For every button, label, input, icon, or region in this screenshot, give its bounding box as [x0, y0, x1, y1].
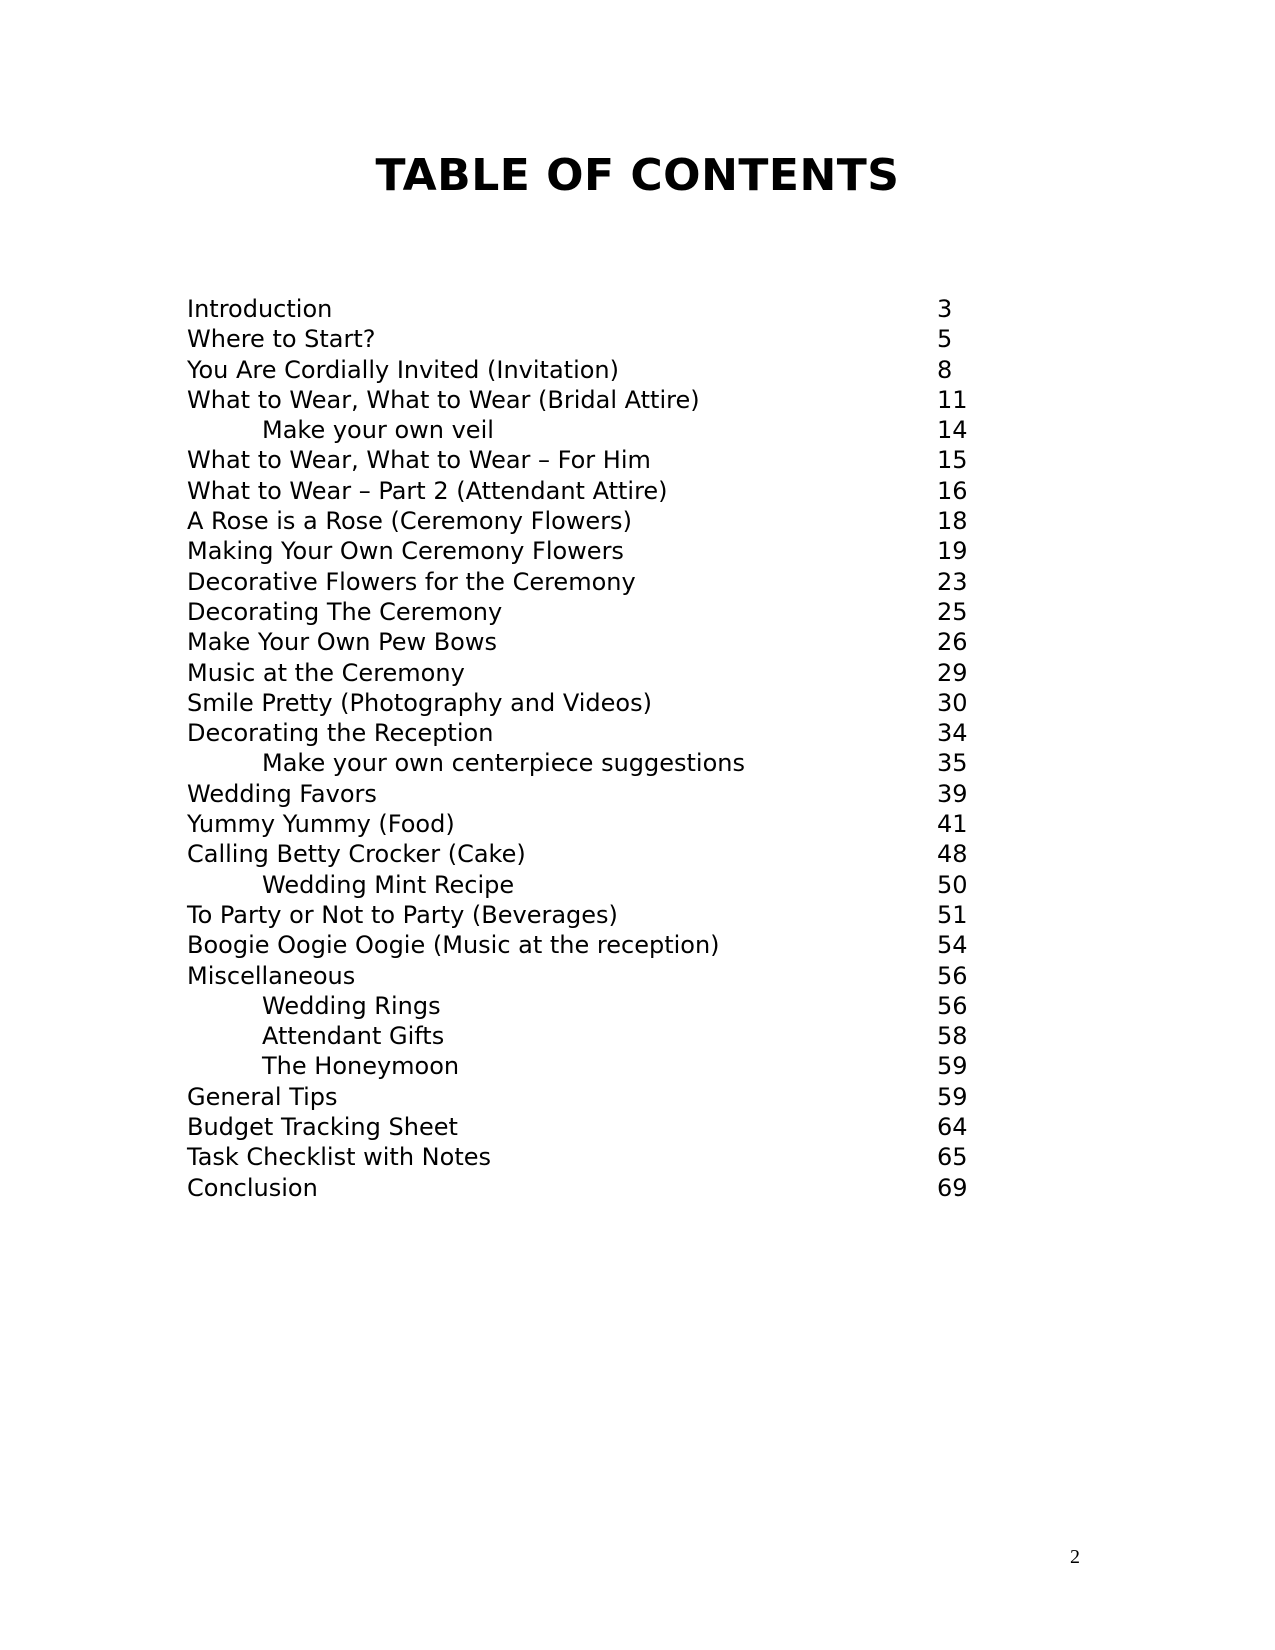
- toc-entry-title: Decorating The Ceremony: [187, 597, 503, 626]
- toc-entry: [187, 1112, 987, 1142]
- toc-entry-page: 25: [937, 597, 968, 626]
- toc-entry: [187, 294, 987, 324]
- toc-entry-page: 69: [937, 1173, 968, 1202]
- toc-entry-page: 50: [937, 870, 968, 899]
- toc-entry: [187, 779, 987, 809]
- toc-entry: [187, 627, 987, 657]
- toc-entry-page: 15: [937, 446, 968, 475]
- toc-entry-page: 41: [937, 810, 968, 839]
- toc-entry: [187, 536, 987, 566]
- toc-entry: [187, 597, 987, 627]
- toc-entry-page: 14: [937, 416, 968, 445]
- toc-entry-title: To Party or Not to Party (Beverages): [187, 900, 618, 929]
- toc-entry: [187, 809, 987, 839]
- toc-subentry: [187, 415, 987, 445]
- toc-entry-page: 11: [937, 385, 968, 414]
- toc-entry: [187, 1082, 987, 1112]
- toc-entry-page: 64: [937, 1113, 968, 1142]
- toc-entry: [187, 476, 987, 506]
- toc-entry: [187, 900, 987, 930]
- toc-entry-page: 48: [937, 840, 968, 869]
- toc-entry-title: Decorative Flowers for the Ceremony: [187, 567, 636, 596]
- toc-entry-page: 3: [937, 295, 953, 323]
- toc-entry: [187, 355, 987, 385]
- toc-entry-title: Make your own centerpiece suggestions: [262, 749, 745, 778]
- toc-entry-title: Yummy Yummy (Food): [187, 810, 455, 839]
- toc-entry: [187, 506, 987, 536]
- toc-entry-page: 51: [937, 900, 968, 929]
- toc-entry-page: 65: [937, 1143, 968, 1172]
- toc-entry-title: Boogie Oogie Oogie (Music at the reception): [187, 931, 720, 960]
- toc-entry: [187, 688, 987, 718]
- toc-entry-title: Calling Betty Crocker (Cake): [187, 840, 526, 869]
- toc-entry-page: 54: [937, 931, 968, 960]
- toc-entry-title: Where to Start?: [187, 325, 376, 354]
- table-of-contents: [187, 294, 987, 1203]
- toc-entry-page: 8: [937, 355, 953, 384]
- toc-entry-title: What to Wear, What to Wear (Bridal Attire): [187, 385, 700, 414]
- toc-subentry: [187, 870, 987, 900]
- toc-entry-page: 58: [937, 1022, 968, 1051]
- toc-entry-title: What to Wear – Part 2 (Attendant Attire): [187, 476, 668, 505]
- toc-entry-title: Wedding Favors: [187, 779, 377, 808]
- page-title: TABLE OF CONTENTS: [375, 150, 900, 201]
- toc-entry-page: 29: [937, 658, 968, 687]
- toc-subentry: [187, 748, 987, 778]
- toc-entry-title: The Honeymoon: [262, 1052, 460, 1081]
- toc-entry-title: Music at the Ceremony: [187, 658, 465, 687]
- toc-entry: [187, 567, 987, 597]
- toc-entry-page: 18: [937, 507, 968, 536]
- toc-subentry: [187, 1051, 987, 1081]
- toc-entry-page: 59: [937, 1082, 968, 1111]
- toc-entry-title: Budget Tracking Sheet: [187, 1113, 458, 1142]
- toc-entry-title: General Tips: [187, 1082, 338, 1111]
- toc-subentry: [187, 1021, 987, 1051]
- toc-entry: [187, 445, 987, 475]
- toc-entry-title: What to Wear, What to Wear – For Him: [187, 446, 651, 475]
- toc-entry-title: Make Your Own Pew Bows: [187, 628, 497, 657]
- toc-entry-page: 23: [937, 567, 968, 596]
- toc-entry: [187, 324, 987, 354]
- toc-entry-title: Conclusion: [187, 1173, 318, 1202]
- toc-entry-page: 30: [937, 688, 968, 717]
- toc-entry-page: 59: [937, 1052, 968, 1081]
- toc-subentry: [187, 991, 987, 1021]
- toc-entry: [187, 658, 987, 688]
- toc-entry: [187, 385, 987, 415]
- toc-entry-page: 19: [937, 537, 968, 566]
- toc-entry-page: 39: [937, 779, 968, 808]
- toc-entry-page: 34: [937, 719, 968, 748]
- page-number: 2: [1070, 1546, 1080, 1568]
- toc-entry-page: 56: [937, 961, 968, 990]
- toc-entry-title: Introduction: [187, 295, 333, 323]
- toc-entry-title: Task Checklist with Notes: [187, 1143, 491, 1172]
- toc-entry-page: 5: [937, 325, 953, 354]
- toc-entry: [187, 930, 987, 960]
- toc-entry: [187, 961, 987, 991]
- toc-entry-page: 56: [937, 991, 968, 1020]
- toc-entry-title: Make your own veil: [262, 416, 494, 445]
- toc-entry-title: Decorating the Reception: [187, 719, 494, 748]
- toc-entry-title: Making Your Own Ceremony Flowers: [187, 537, 624, 566]
- toc-entry: [187, 1173, 987, 1203]
- toc-entry-title: Smile Pretty (Photography and Videos): [187, 688, 652, 717]
- toc-entry: [187, 839, 987, 869]
- toc-entry-page: 35: [937, 749, 968, 778]
- toc-entry: [187, 718, 987, 748]
- toc-entry-title: A Rose is a Rose (Ceremony Flowers): [187, 507, 632, 536]
- toc-entry-title: Wedding Rings: [262, 991, 441, 1020]
- toc-entry-page: 26: [937, 628, 968, 657]
- toc-entry-title: Attendant Gifts: [262, 1022, 445, 1051]
- toc-entry-title: Miscellaneous: [187, 961, 356, 990]
- toc-entry-title: You Are Cordially Invited (Invitation): [187, 355, 619, 384]
- toc-entry: [187, 1142, 987, 1172]
- toc-entry-title: Wedding Mint Recipe: [262, 870, 515, 899]
- toc-entry-page: 16: [937, 476, 968, 505]
